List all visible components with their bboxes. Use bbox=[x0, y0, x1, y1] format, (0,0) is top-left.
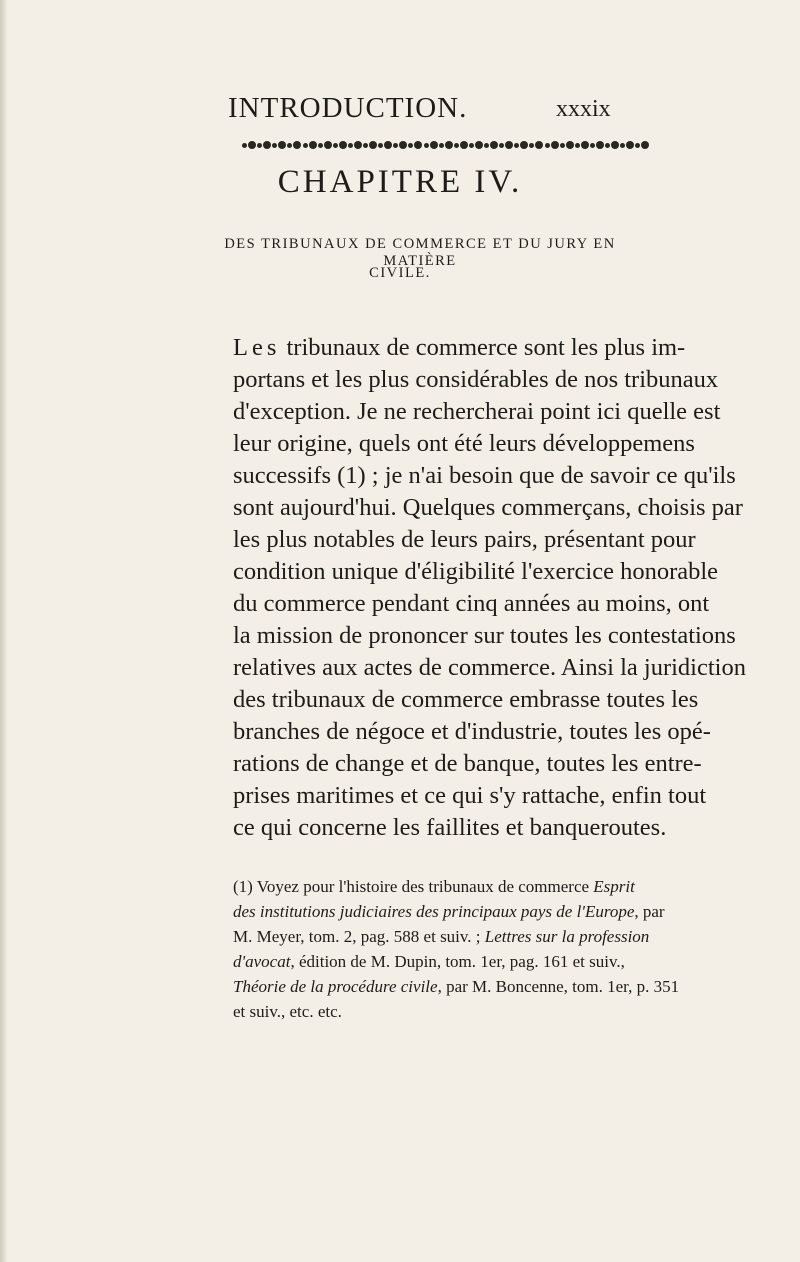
ornament-dot bbox=[439, 143, 444, 148]
page-header bbox=[0, 92, 800, 132]
paragraph-line: les plus notables de leurs pairs, présentant pour bbox=[233, 526, 696, 553]
ornament-dot bbox=[354, 141, 362, 149]
paragraph-line: successifs (1) ; je n'ai besoin que de savoir ce qu'ils bbox=[233, 462, 736, 489]
chapter-title: CHAPITRE IV. bbox=[277, 164, 523, 200]
ornament-dot bbox=[566, 141, 574, 149]
paragraph-line: portans et les plus considérables de nos tribunaux bbox=[233, 366, 719, 393]
ornament-dot bbox=[445, 141, 453, 149]
paragraph-line: la mission de prononcer sur toutes les contestations bbox=[233, 622, 736, 649]
ornament-dot bbox=[545, 143, 550, 148]
lettrine-word: Les bbox=[233, 334, 281, 361]
ornament-dot bbox=[303, 143, 308, 148]
ornament-dot bbox=[581, 141, 589, 149]
ornament-dot bbox=[454, 143, 459, 148]
footnote-line: (1) Voyez pour l'histoire des tribunaux de commerce Esprit bbox=[233, 877, 635, 896]
ornament-dot bbox=[475, 141, 483, 149]
footnote-line: M. Meyer, tom. 2, pag. 588 et suiv. ; Lettres sur la profession bbox=[233, 927, 650, 946]
ornament-dot bbox=[505, 141, 513, 149]
ornament-dot bbox=[242, 143, 247, 148]
ornament-dot bbox=[560, 143, 565, 148]
ornament-dot bbox=[309, 141, 317, 149]
ornament-dot bbox=[324, 141, 332, 149]
paragraph-line: d'exception. Je ne rechercherai point ici quelle est bbox=[233, 398, 721, 425]
ornament-dot bbox=[535, 141, 543, 149]
ornament-dot bbox=[430, 141, 438, 149]
paragraph-line: sont aujourd'hui. Quelques commerçans, choisis par bbox=[233, 494, 743, 521]
ornament-dot bbox=[424, 143, 429, 148]
ornament-dot bbox=[272, 143, 277, 148]
running-title: INTRODUCTION. bbox=[228, 92, 468, 124]
ornament-dot bbox=[248, 141, 256, 149]
paragraph-line: des tribunaux de commerce embrasse toutes les bbox=[233, 686, 699, 713]
ornament-dot bbox=[469, 143, 474, 148]
ornament-dot bbox=[393, 143, 398, 148]
footnote-line: et suiv., etc. etc. bbox=[233, 1002, 342, 1021]
ornament-dot bbox=[626, 141, 634, 149]
paragraph-line: rations de change et de banque, toutes les entre- bbox=[233, 750, 702, 777]
ornament-dot bbox=[490, 141, 498, 149]
ornament-dot bbox=[611, 141, 619, 149]
paragraph-line: leur origine, quels ont été leurs développemens bbox=[233, 430, 695, 457]
ornament-dot bbox=[399, 141, 407, 149]
paragraph-line: branches de négoce et d'industrie, toutes les opé- bbox=[233, 718, 711, 745]
ornament-dot bbox=[408, 143, 413, 148]
ornament-dot bbox=[635, 143, 640, 148]
ornament-dot bbox=[348, 143, 353, 148]
ornament-dot bbox=[339, 141, 347, 149]
ornament-dot bbox=[318, 143, 323, 148]
ornament-dot bbox=[414, 141, 422, 149]
ornament-dot bbox=[596, 141, 604, 149]
footnote-line: des institutions judiciaires des principaux pays de l'Europe, par bbox=[233, 902, 665, 921]
ornament-dot bbox=[529, 143, 534, 148]
paragraph-line: Les tribunaux de commerce sont les plus im- bbox=[233, 334, 686, 361]
ornament-dot bbox=[369, 141, 377, 149]
ornament-dot bbox=[605, 143, 610, 148]
ornament-dot bbox=[287, 143, 292, 148]
ornament-dot bbox=[620, 143, 625, 148]
ornament-dot bbox=[590, 143, 595, 148]
ornament-dot bbox=[551, 141, 559, 149]
paragraph-line: ce qui concerne les faillites et banqueroutes. bbox=[233, 814, 667, 841]
ornament-dot bbox=[484, 143, 489, 148]
ornament-dot bbox=[293, 141, 301, 149]
page-number: xxxix bbox=[556, 96, 611, 122]
ornament-dot bbox=[278, 141, 286, 149]
chapter-subtitle-line-2: CIVILE. bbox=[369, 265, 431, 281]
paragraph-line: relatives aux actes de commerce. Ainsi la juridiction bbox=[233, 654, 746, 681]
ornament-dot bbox=[514, 143, 519, 148]
ornament-dot bbox=[641, 141, 649, 149]
ornament-dot bbox=[460, 141, 468, 149]
ornament-dot bbox=[363, 143, 368, 148]
ornament-dot bbox=[263, 141, 271, 149]
ornament-dot bbox=[384, 141, 392, 149]
ornament-dot bbox=[499, 143, 504, 148]
footnote-line: d'avocat, édition de M. Dupin, tom. 1er, pag. 161 et suiv., bbox=[233, 952, 625, 971]
footnote-line: Théorie de la procédure civile, par M. Boncenne, tom. 1er, p. 351 bbox=[233, 977, 680, 996]
ornament-dot bbox=[520, 141, 528, 149]
ornamental-rule bbox=[242, 138, 650, 152]
ornament-dot bbox=[378, 143, 383, 148]
paragraph-line: du commerce pendant cinq années au moins, ont bbox=[233, 590, 710, 617]
ornament-dot bbox=[257, 143, 262, 148]
paragraph-line: prises maritimes et ce qui s'y rattache, enfin tout bbox=[233, 782, 707, 809]
ornament-dot bbox=[575, 143, 580, 148]
ornament-dot bbox=[333, 143, 338, 148]
chapter-subtitle-line-1: DES TRIBUNAUX DE COMMERCE ET DU JURY EN MATIÈRE bbox=[224, 236, 616, 269]
paragraph-line: condition unique d'éligibilité l'exercice honorable bbox=[233, 558, 719, 585]
